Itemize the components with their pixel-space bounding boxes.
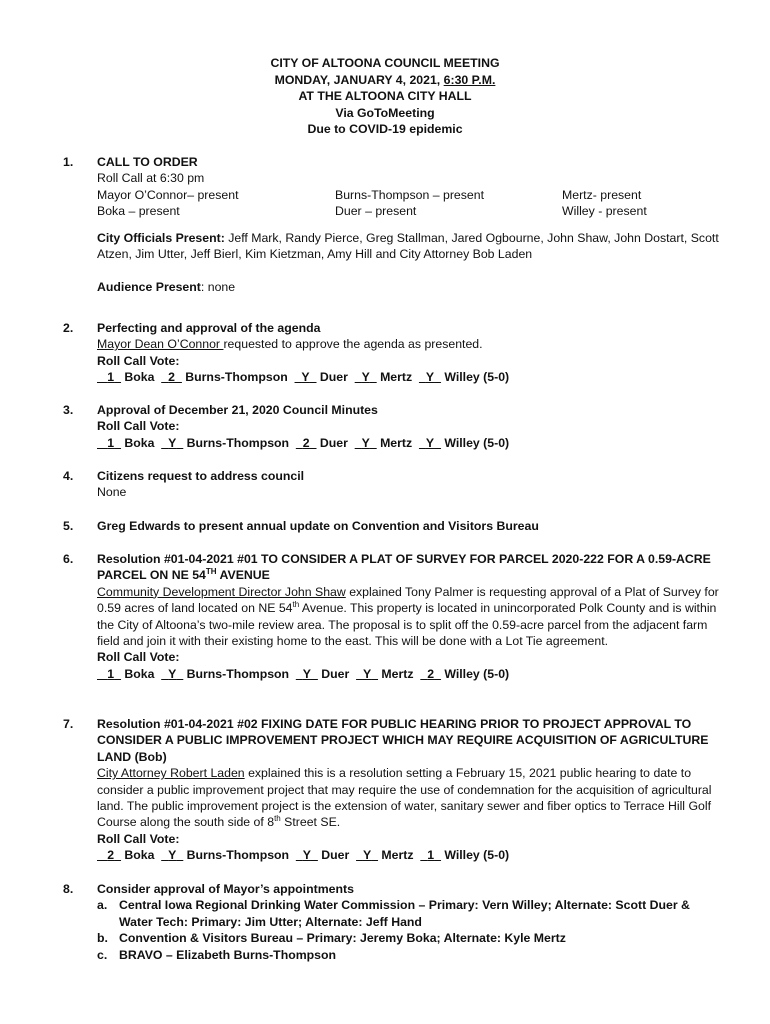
vote-value: _Y_ <box>161 666 184 681</box>
officials-label: City Officials Present: <box>97 230 225 245</box>
officials-list: Jeff Mark, Randy Pierce, Greg Stallman, Jared Ogbourne, John Shaw, John Dostart, Scott Atzen, Jim Utter, Jeff Bierl, Kim Kietzman, Amy Hill and City Attorney Bob Laden <box>97 230 719 262</box>
header-location: AT THE ALTOONA CITY HALL <box>298 89 472 104</box>
voter-name: Willey (5-0) <box>444 435 510 450</box>
voter-name: Mertz <box>381 666 414 681</box>
roll-call-vote <box>97 369 727 385</box>
vote-value: _1_ <box>97 435 121 450</box>
attendance-entry: Mertz- present <box>562 187 642 202</box>
voter-name: Boka <box>124 848 155 863</box>
voter-name: Boka <box>124 435 155 450</box>
item-number: 6. <box>63 552 74 566</box>
voter-name: Willey (5-0) <box>444 666 510 681</box>
header-title: CITY OF ALTOONA COUNCIL MEETING <box>270 56 500 70</box>
item-title: Perfecting and approval of the agenda <box>97 321 321 335</box>
roll-call-vote <box>97 435 727 451</box>
item-title: Greg Edwards to present annual update on Convention and Visitors Bureau <box>97 519 539 533</box>
audience-paragraph <box>97 279 727 295</box>
vote-value: _2_ <box>161 370 182 385</box>
roll-call-vote <box>97 847 727 863</box>
vote-value: _Y_ <box>356 848 378 863</box>
item-number: 2. <box>63 321 74 335</box>
appointment-item <box>97 947 727 963</box>
audience-label: Audience Present <box>97 279 201 294</box>
header-time: 6:30 P.M. <box>443 72 496 87</box>
title-text: AVENUE <box>216 568 270 583</box>
vote-value: _Y_ <box>161 848 184 863</box>
voter-name: Willey (5-0) <box>444 370 510 385</box>
item-title: Resolution #01-04-2021 #02 FIXING DATE FOR PUBLIC HEARING PRIOR TO PROJECT APPROVAL TO CONSIDER A PUBLIC IMPROVEMENT PROJECT WHICH MAY REQUIRE ACQUISITION OF AGRICULTURE LAND (Bob) <box>97 717 709 764</box>
roll-call-time: Roll Call at 6:30 pm <box>97 171 205 186</box>
vote-value: _Y_ <box>295 848 318 863</box>
voter-name: Burns-Thompson <box>186 848 290 863</box>
appointment-item <box>97 897 727 930</box>
vote-value: _2_ <box>295 435 317 450</box>
appointment-letter: a. <box>97 898 108 913</box>
header-reason: Due to COVID-19 epidemic <box>307 122 463 137</box>
description-text: explained this is a resolution setting a February 15, 2021 public hearing to date to consider a public improvement project that may require the use of condemnation for the acquisition of agricultural land. The public improvement project is the extension of water, sanitary sewer and fiber optics to Terrace Hill Golf Course along the south side of 8 <box>97 766 712 830</box>
title-text: Resolution #01-04-2021 #01 TO CONSIDER A PLAT OF SURVEY FOR PARCEL 2020-222 FOR A 0.59-ACRE PARCEL ON NE 54 <box>97 552 711 583</box>
roll-call-label: Roll Call Vote: <box>97 831 180 846</box>
item-number: 4. <box>63 469 74 483</box>
roll-call-label: Roll Call Vote: <box>97 419 180 434</box>
vote-value: _Y_ <box>356 666 378 681</box>
description-text: requested to approve the agenda as presented. <box>223 337 483 352</box>
vote-value: _Y_ <box>294 370 317 385</box>
appointment-text: Central Iowa Regional Drinking Water Commission – Primary: Vern Willey; Alternate: Scott Duer & Water Tech: Primary: Jim Utter; Alternate: Jeff Hand <box>119 898 690 929</box>
audience-value: : none <box>200 279 236 294</box>
roll-call-vote <box>97 666 727 682</box>
voter-name: Burns-Thompson <box>186 666 290 681</box>
speaker-name: City Attorney Robert Laden <box>97 766 245 781</box>
voter-name: Duer <box>319 370 348 385</box>
voter-name: Duer <box>319 435 348 450</box>
item-title <box>97 551 727 584</box>
attendance-entry: Boka – present <box>97 203 180 218</box>
vote-value: _Y_ <box>161 435 184 450</box>
description-superscript: th <box>274 814 281 824</box>
item-title: Citizens request to address council <box>97 469 305 483</box>
vote-value: _1_ <box>97 370 121 385</box>
speaker-name: Community Development Director John Shaw <box>97 584 346 599</box>
header-date-text: MONDAY, JANUARY 4, 2021, <box>274 72 444 87</box>
item-number: 3. <box>63 403 74 417</box>
item-title: Consider approval of Mayor’s appointments <box>97 882 354 896</box>
item-description <box>97 336 727 352</box>
officials-paragraph <box>97 230 727 263</box>
voter-name: Boka <box>124 370 155 385</box>
item-title: Approval of December 21, 2020 Council Minutes <box>97 403 378 417</box>
voter-name: Duer <box>321 848 350 863</box>
description-text: Street SE. <box>280 815 341 830</box>
voter-name: Burns-Thompson <box>186 435 290 450</box>
item-title: CALL TO ORDER <box>97 155 198 169</box>
voter-name: Willey (5-0) <box>444 848 510 863</box>
title-superscript: TH <box>205 567 217 577</box>
vote-value: _1_ <box>420 848 441 863</box>
vote-value: _2_ <box>420 666 441 681</box>
voter-name: Mertz <box>381 848 414 863</box>
vote-value: _Y_ <box>419 370 441 385</box>
item-number: 8. <box>63 882 74 896</box>
description-superscript: th <box>292 600 300 610</box>
attendance-entry: Willey - present <box>562 203 647 218</box>
voter-name: Duer <box>321 666 350 681</box>
item-description <box>97 765 727 831</box>
appointment-letter: c. <box>97 947 108 962</box>
voter-name: Boka <box>124 666 155 681</box>
voter-name: Mertz <box>380 435 413 450</box>
item-description <box>97 584 727 650</box>
vote-value: _2_ <box>97 848 121 863</box>
description-text: Avenue. This property is located in unincorporated Polk County and is within the City of Altoona’s two-mile review area. The proposal is to split off the 0.59-acre parcel from the adjacent farm field and join it with their existing home to the east. This will be done with a Lot Tie agreement. <box>97 601 717 649</box>
vote-value: _Y_ <box>354 435 377 450</box>
speaker-name: Mayor Dean O’Connor <box>97 337 224 352</box>
appointment-text: BRAVO – Elizabeth Burns-Thompson <box>119 947 337 962</box>
appointment-letter: b. <box>97 931 108 946</box>
appointment-text: Convention & Visitors Bureau – Primary: Jeremy Boka; Alternate: Kyle Mertz <box>119 931 566 946</box>
item-description: None <box>97 485 127 500</box>
roll-call-label: Roll Call Vote: <box>97 650 180 665</box>
item-number: 1. <box>63 155 74 169</box>
vote-value: _Y_ <box>295 666 318 681</box>
attendance-entry: Burns-Thompson – present <box>335 187 485 202</box>
vote-value: _1_ <box>97 666 121 681</box>
appointment-item <box>97 930 727 946</box>
header-via: Via GoToMeeting <box>335 105 435 120</box>
vote-value: _Y_ <box>419 435 441 450</box>
vote-value: _Y_ <box>354 370 377 385</box>
attendance-entry: Mayor O’Connor– present <box>97 187 239 202</box>
document-header <box>0 55 770 138</box>
voter-name: Mertz <box>380 370 413 385</box>
attendance-entry: Duer – present <box>335 203 417 218</box>
item-number: 7. <box>63 717 74 731</box>
attendance-grid <box>97 187 727 220</box>
description-text: explained Tony Palmer is requesting approval of a Plat of Survey for 0.59 acres of land located on NE 54 <box>97 584 719 616</box>
header-date <box>0 72 770 89</box>
item-number: 5. <box>63 519 74 533</box>
voter-name: Burns-Thompson <box>185 370 288 385</box>
roll-call-label: Roll Call Vote: <box>97 353 180 368</box>
